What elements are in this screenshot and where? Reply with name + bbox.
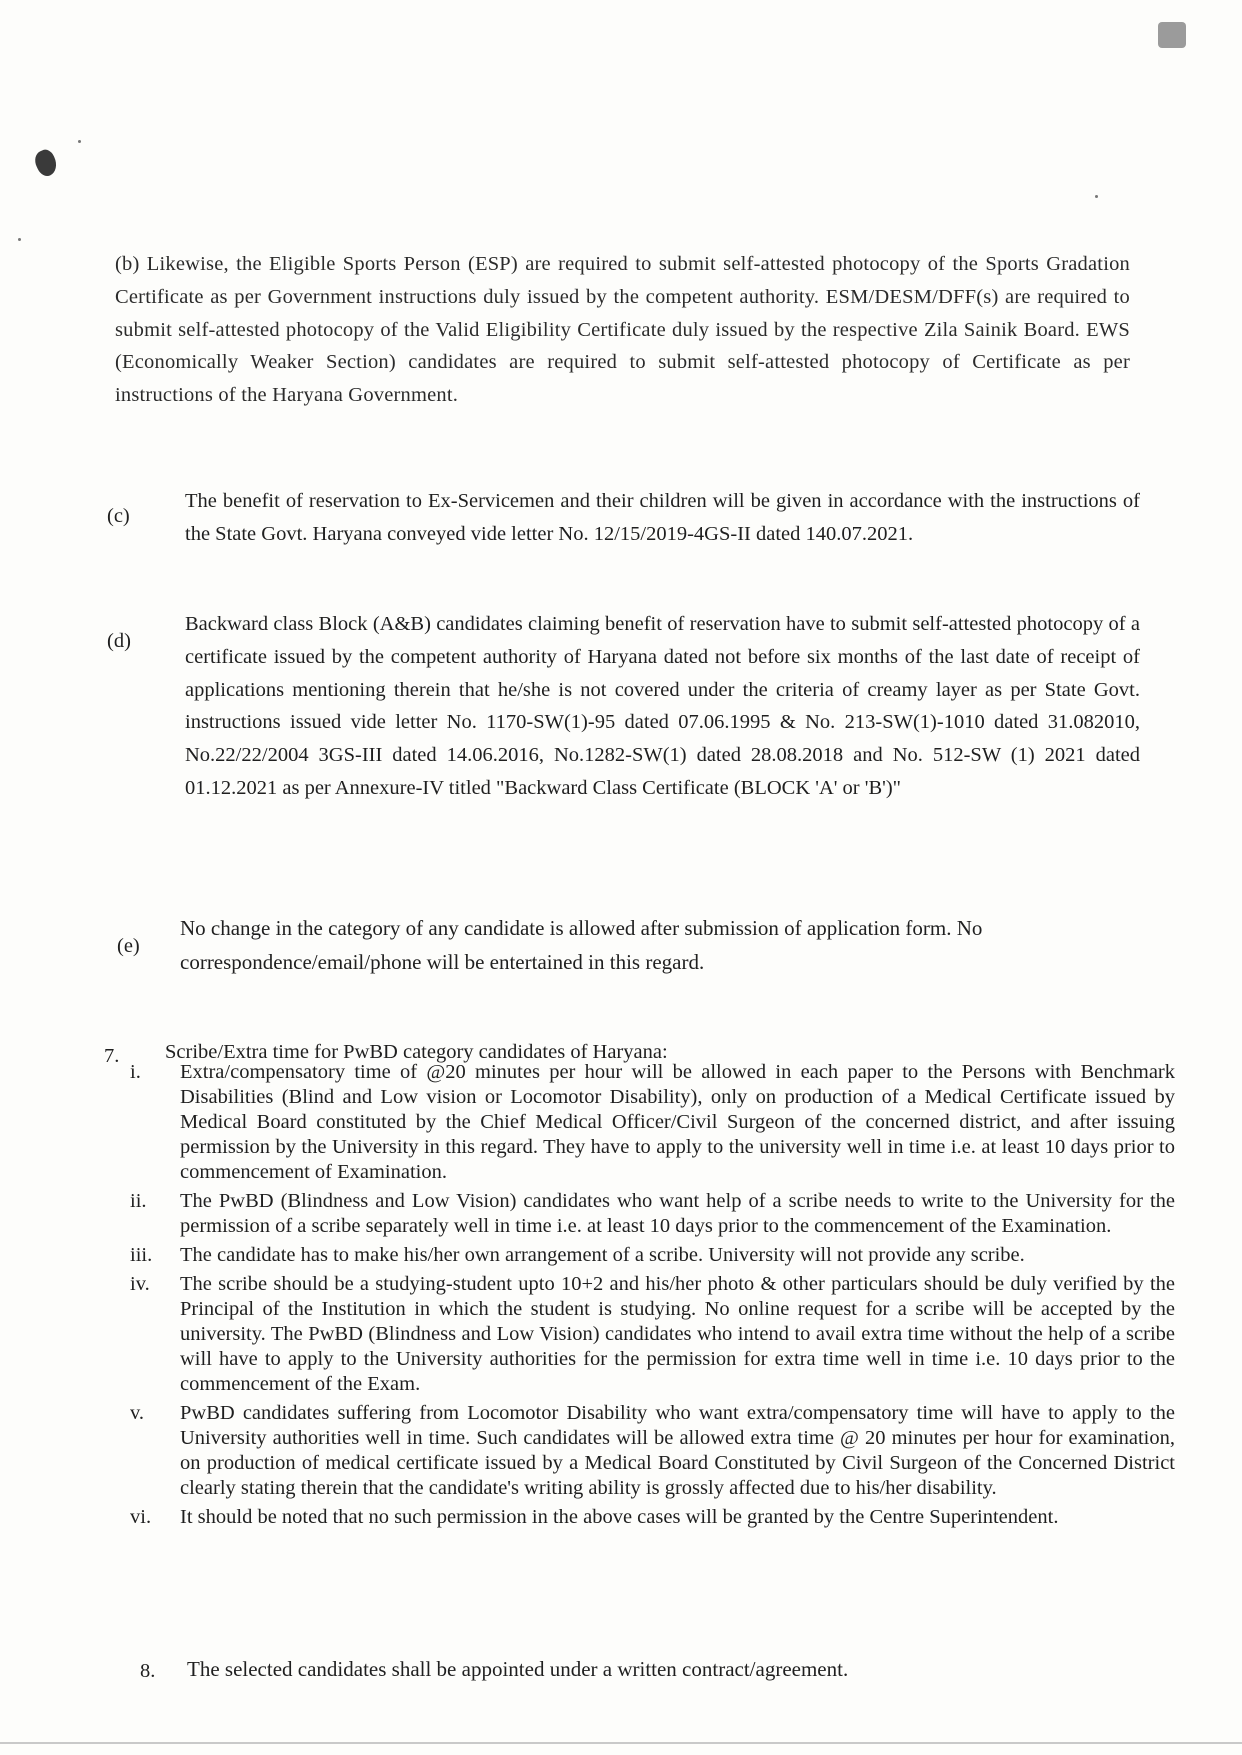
section-8-number: 8. — [140, 1660, 156, 1682]
paragraph-c-label: (c) — [107, 505, 130, 527]
scan-smudge-left — [31, 147, 60, 179]
list-item — [130, 1505, 1175, 1530]
section-8-text: The selected candidates shall be appointed under a written contract/agreement. — [187, 1657, 849, 1681]
scan-dot — [18, 238, 21, 241]
list-item-number: ii. — [130, 1190, 147, 1212]
list-item — [130, 1243, 1175, 1268]
list-item-text: PwBD candidates suffering from Locomotor Disability who want extra/compensatory time will have to apply to the University authorities well in time. Such candidates will be allowed extra time @ 20 minutes per hour for examination, on production of medical certificate issued by a Medical Board Constituted by Civil Surgeon of the Concerned District clearly stating therein that the candidate's writing ability is grossly affected due to his/her disability. — [180, 1402, 1175, 1499]
list-item-text: The candidate has to make his/her own arrangement of a scribe. University will not provide any scribe. — [180, 1244, 1025, 1266]
list-item-number: v. — [130, 1402, 145, 1424]
section-7-number: 7. — [104, 1045, 120, 1067]
list-item-number: vi. — [130, 1506, 152, 1528]
section-7-heading: Scribe/Extra time for PwBD category candidates of Haryana: — [165, 1041, 668, 1063]
list-item-text: Extra/compensatory time of @20 minutes per hour will be allowed in each paper to the Persons with Benchmark Disabilities (Blind and Low vision or Locomotor Disability), only on production of a Medical Certificate issued by Medical Board constituted by the Chief Medical Officer/Civil Surgeon of the concerned district, and after issuing permission by the University in this regard. They have to apply to the university well in time i.e. at least 10 days prior to commencement of Examination. — [180, 1061, 1175, 1183]
list-item — [130, 1401, 1175, 1501]
list-item — [130, 1189, 1175, 1239]
paragraph-c-text: The benefit of reservation to Ex-Servicemen and their children will be given in accordance with the instructions of the State Govt. Haryana conveyed vide letter No. 12/15/2019-4GS-II dated 140.07.2021. — [185, 490, 1140, 545]
section-7-list — [130, 1060, 1175, 1534]
scan-smudge-top-right — [1158, 22, 1186, 48]
list-item-number: i. — [130, 1061, 141, 1083]
list-item-text: The scribe should be a studying-student upto 10+2 and his/her photo & other particulars should be duly verified by the Principal of the Institution in which the student is studying. No online request for a scribe will be accepted by the university. The PwBD (Blindness and Low Vision) candidates who intend to avail extra time without the help of a scribe will have to apply to the University authorities for the permission for extra time well in time i.e. 10 days prior to the commencement of the Exam. — [180, 1273, 1175, 1395]
list-item — [130, 1060, 1175, 1185]
list-item-text: The PwBD (Blindness and Low Vision) candidates who want help of a scribe needs to write to the University for the permission of a scribe separately well in time i.e. at least 10 days prior to the commencement of the Examination. — [180, 1190, 1175, 1237]
paragraph-e-text: No change in the category of any candidate is allowed after submission of application form. No correspondence/email/phone will be entertained in this regard. — [180, 916, 983, 974]
paragraph-b: (b) Likewise, the Eligible Sports Person (ESP) are required to submit self-attested photocopy of the Sports Gradation Certificate as per Government instructions duly issued by the competent authority. ESM/DESM/DFF(s) are required to submit self-attested photocopy of the Valid Eligibility Certificate duly issued by the respective Zila Sainik Board. EWS (Economically Weaker Section) candidates are required to submit self-attested photocopy of Certificate as per instructions of the Haryana Government. — [115, 253, 1130, 407]
scan-dot — [1095, 195, 1098, 198]
list-item-number: iii. — [130, 1244, 153, 1266]
list-item-number: iv. — [130, 1273, 150, 1295]
paragraph-d-label: (d) — [107, 630, 131, 652]
list-item-text: It should be noted that no such permission in the above cases will be granted by the Centre Superintendent. — [180, 1506, 1059, 1528]
paragraph-e-label: (e) — [117, 935, 140, 957]
scan-edge-line — [0, 1742, 1242, 1744]
scan-dot — [78, 140, 81, 143]
list-item — [130, 1272, 1175, 1397]
paragraph-d-text: Backward class Block (A&B) candidates claiming benefit of reservation have to submit self-attested photocopy of a certificate issued by the competent authority of Haryana dated not before six months of the last date of receipt of applications mentioning therein that he/she is not covered under the criteria of creamy layer as per State Govt. instructions issued vide letter No. 1170-SW(1)-95 dated 07.06.1995 & No. 213-SW(1)-1010 dated 31.082010, No.22/22/2004 3GS-III dated 14.06.2016, No.1282-SW(1) dated 28.08.2018 and No. 512-SW (1) 2021 dated 01.12.2021 as per Annexure-IV titled "Backward Class Certificate (BLOCK 'A' or 'B')" — [185, 613, 1140, 799]
